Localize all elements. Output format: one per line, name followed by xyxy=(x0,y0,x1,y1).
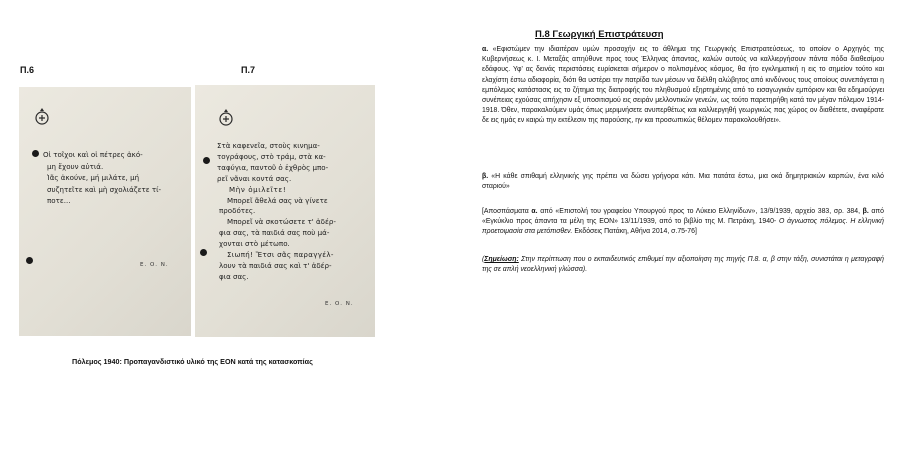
source-b-text: από «Εγκύκλιο προς άπαντα τα μέλη της ΕΟΝ» 13/11/1939, από το βιβλίο της Μ. Πετράκη, 1940- xyxy=(482,208,884,226)
source-citation xyxy=(482,207,884,238)
paragraph-b xyxy=(482,172,884,192)
leaflet-photo-p7 xyxy=(195,85,375,337)
label-p7: Π.7 xyxy=(241,65,256,75)
paragraph-marker: β. xyxy=(482,173,489,180)
leaflet-line: μη ἔχουν αὐτιά. xyxy=(47,161,104,171)
source-marker: α. xyxy=(531,208,538,215)
leaflet-signature: Ε. Ο. Ν. xyxy=(325,301,354,307)
leaflet-line: Μὴν ὁμιλεῖτε! xyxy=(229,184,287,194)
leaflet-line: χονται στὸ μέτωπο. xyxy=(219,239,290,249)
leaflet-line: ρεῖ νᾶναι κοντά σας. xyxy=(217,173,292,183)
source-book-title: Ο άγνωστος πόλεμος. Η ελληνική προετοιμασία στα μετόπισθεν. xyxy=(482,218,884,236)
leaflet-line: Οἱ τοῖχοι καὶ οἱ πέτρες ἀκό- xyxy=(43,150,143,159)
label-p6: Π.6 xyxy=(20,65,35,75)
leaflet-line: λουν τὰ παιδιά σας καὶ τ' ἀδέρ- xyxy=(219,260,332,270)
leaflet-line: Στὰ καφενεῖα, στοὺς κινημα- xyxy=(217,141,320,150)
leaflet-signature: Ε. Ο. Ν. xyxy=(140,262,169,268)
paragraph-b-text: «Η κάθε σπιθαμή ελληνικής γης πρέπει να δώσει γρήγορα κάτι. Μια πατάτα έστω, μια οκά δημητριακών καρπών, ένα κιλό σταριού» xyxy=(482,173,884,191)
leaflet-text-p7 xyxy=(217,141,336,283)
punch-hole xyxy=(200,249,207,256)
leaflet-line: ταφύγια, παντοῦ ὁ ἐχθρὸς μπο- xyxy=(217,162,329,172)
paragraph-a-text: «Εφιστώμεν την ιδιαιτέραν υμών προσοχήν εις το άθλημα της Γεωργικής Επιστρατεύσεως, το οποίον ο Αρχηγός της Κυβερνήσεως κ. Ι. Μεταξάς απηύθυνε προς τους Έλληνας άπαντας, καλών αυτούς να καλλιεργήσουν πάντα πόδα διαθεσίμου εδάφους. Υφ' ας δεινάς περιστάσεις ευρίσκεται σήμερον ο πολιτισμένος κόσμος, θα ήτο εγκληματική η εις το σημείον τούτο και ελαχίστη έστω αδιαφορία, διότι θα υστέρει την πατρίδα των μέσων να διέλθη αλώβητος από κινδύνους τους οποίους συνεπάγεται η εμπόλεμος κατάστασις εις το ζήτημα της διατροφής του πληθυσμού εξηρτημένης από το εισαγωγικόν εμπόριον και θα εδημιούργει συνέπειας εχούσας απήχησιν εξ υποσιτισμού εις σειράν μελλοντικών γενεών, ως τούτο παρετηρήθη κατά τον μέγαν πόλεμον 1914-1918. Όθεν, παρακαλούμεν υμάς όπως μεριμνήσετε ανυπερθέτως και καλλιεργηθή γεωργικώς πας χώρος ον διαθέτετε, αναφέρατε δε εις ημάς εν καιρώ την εκτέλεσιν της παρούσης, ην και προσωπικώς θέλομεν παρακολουθήσει». xyxy=(482,46,884,125)
note-text: Στην περίπτωση που ο εκπαιδευτικός επιθυμεί την αξιοποίηση της πηγής Π.8. α, β στην τάξη, συνιστάται η μεταγραφή της σε απλή νεοελληνική γλώσσα). xyxy=(482,256,884,274)
paragraph-marker: α. xyxy=(482,46,489,53)
leaflet-text-p6 xyxy=(43,149,161,207)
eon-emblem-icon xyxy=(219,109,233,127)
paragraph-a xyxy=(482,45,884,127)
punch-hole xyxy=(32,150,39,157)
source-end: Εκδόσεις Πατάκη, Αθήνα 2014, σ.75-76] xyxy=(574,228,697,236)
source-a-text: από «Επιστολή του γραφείου Υπουργού προς το Λύκειο Ελληνίδων», 13/9/1939, αρχείο 383, σρ. 384, xyxy=(540,208,860,215)
leaflet-line: ποτε... xyxy=(47,196,71,205)
leaflet-line: Μπορεῖ ἄθελά σας νὰ γίνετε xyxy=(227,195,328,205)
leaflet-line: φια σας. xyxy=(219,271,249,281)
punch-hole xyxy=(203,157,210,164)
leaflet-line: Ἰἄς ἀκούνε, μή μιλάτε, μή xyxy=(47,173,140,182)
leaflet-line: φια σας, τὰ παιδιά σας ποὺ μά- xyxy=(219,228,330,238)
source-marker: β. xyxy=(862,208,869,215)
leaflet-line: προδότες. xyxy=(219,206,256,216)
note-label: Σημείωση: xyxy=(484,256,519,263)
eon-emblem-icon xyxy=(35,108,49,126)
source-prefix: [Αποσπάσματα xyxy=(482,208,529,215)
leaflet-line: Σιωπή! Ἔτσι σᾶς παραγγέλ- xyxy=(227,250,334,260)
note: (Σημείωση: Στην περίπτωση που ο εκπαιδευτικός επιθυμεί την αξιοποίηση της πηγής Π.8. α, β στην τάξη, συνιστάται η μεταγραφή της σε απλή νεοελληνική γλώσσα). xyxy=(482,256,884,274)
leaflet-line: συζητεῖτε καὶ μὴ σχολιάζετε τί- xyxy=(47,184,162,194)
section-title: Π.8 Γεωργική Επιστράτευση xyxy=(535,29,664,40)
punch-hole xyxy=(26,257,33,264)
leaflet-line: Μπορεῖ νὰ σκοτώσετε τ' ἀδέρ- xyxy=(227,217,336,227)
leaflet-photo-p6 xyxy=(19,87,191,336)
figure-caption: Πόλεμος 1940: Προπαγανδιστικό υλικό της ΕΟΝ κατά της κατασκοπίας xyxy=(72,357,313,366)
leaflet-line: τογράφους, στὸ τράμ, στὰ κα- xyxy=(217,151,326,161)
